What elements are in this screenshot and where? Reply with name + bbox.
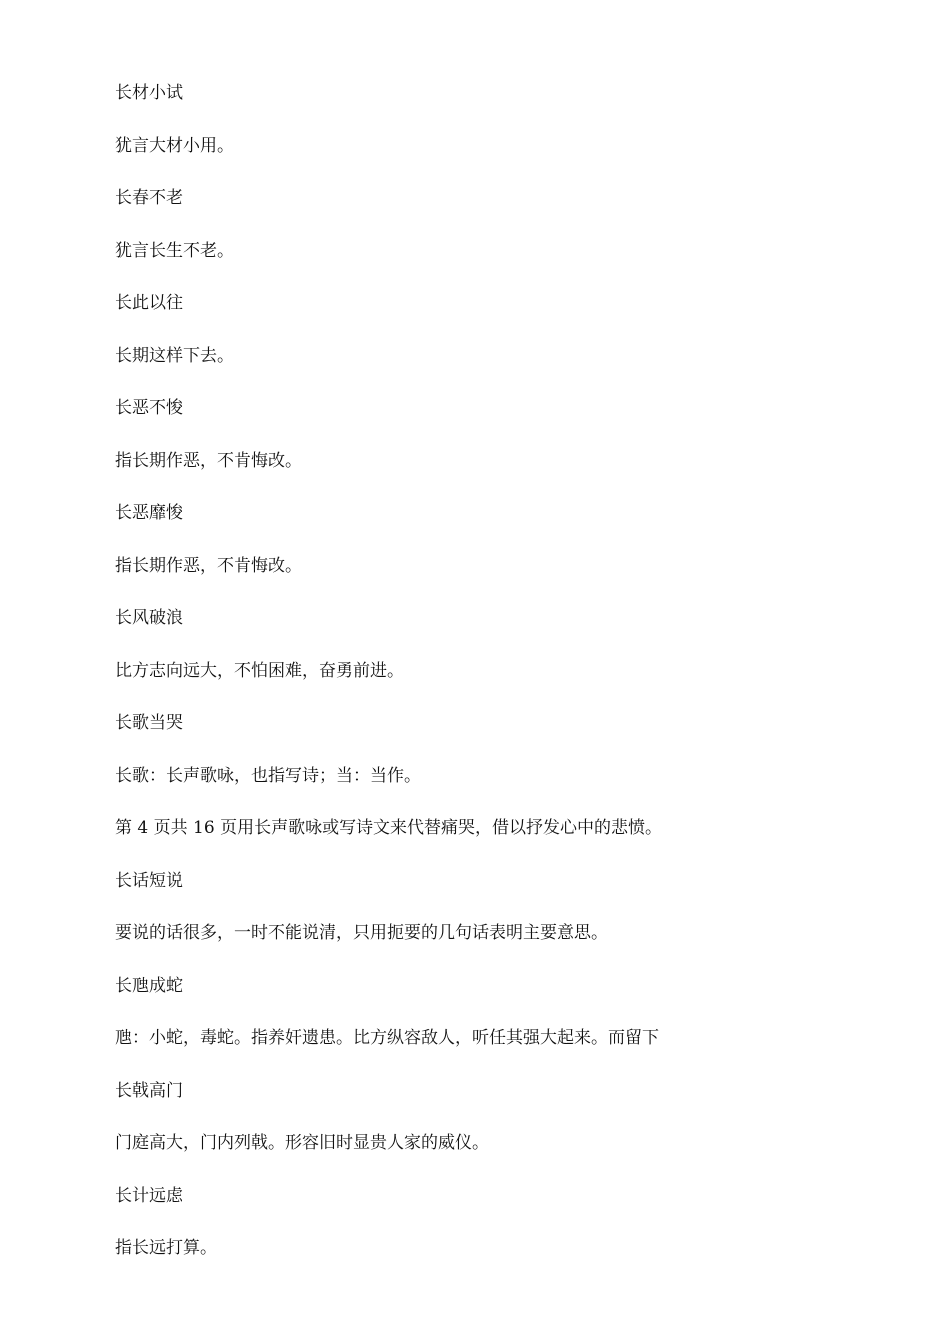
- text-body: [115, 81, 895, 1289]
- idiom-title: 长话短说: [115, 870, 183, 891]
- idiom-title: 长恶不悛: [115, 398, 183, 418]
- idiom-definition: 长歌：长声歌咏，也指写诗；当：当作。: [115, 765, 421, 786]
- idiom-definition: 犹言长生不老。: [115, 240, 234, 261]
- idiom-definition: 指长期作恶，不肯悔改。: [115, 555, 302, 576]
- idiom-title: 长风破浪: [115, 608, 183, 628]
- idiom-title: 长材小试: [115, 83, 183, 103]
- idiom-definition: 长期这样下去。: [115, 345, 234, 366]
- idiom-definition: 虺：小蛇，毒蛇。指养奸遗患。比方纵容敌人，听任其强大起来。而留下: [115, 1028, 659, 1048]
- idiom-title: 长歌当哭: [115, 713, 183, 733]
- idiom-title: 长春不老: [115, 188, 183, 208]
- idiom-title: 长此以往: [115, 293, 183, 313]
- idiom-definition: 比方志向远大，不怕困难，奋勇前进。: [115, 660, 404, 681]
- idiom-definition: 犹言大材小用。: [115, 135, 234, 156]
- idiom-title: 长虺成蛇: [115, 975, 183, 996]
- idiom-definition: 要说的话很多，一时不能说清，只用扼要的几句话表明主要意思。: [115, 923, 608, 943]
- idiom-title: 长戟高门: [115, 1080, 183, 1101]
- idiom-definition: 指长期作恶，不肯悔改。: [115, 450, 302, 471]
- idiom-title: 长计远虑: [115, 1185, 183, 1206]
- idiom-definition-with-page-marker: 第 4 页共 16 页用长声歌咏或写诗文来代替痛哭，借以抒发心中的悲愤。: [115, 818, 663, 838]
- idiom-title: 长恶靡悛: [115, 503, 183, 523]
- idiom-definition: 指长远打算。: [115, 1238, 217, 1258]
- idiom-definition: 门庭高大，门内列戟。形容旧时显贵人家的威仪。: [115, 1133, 489, 1153]
